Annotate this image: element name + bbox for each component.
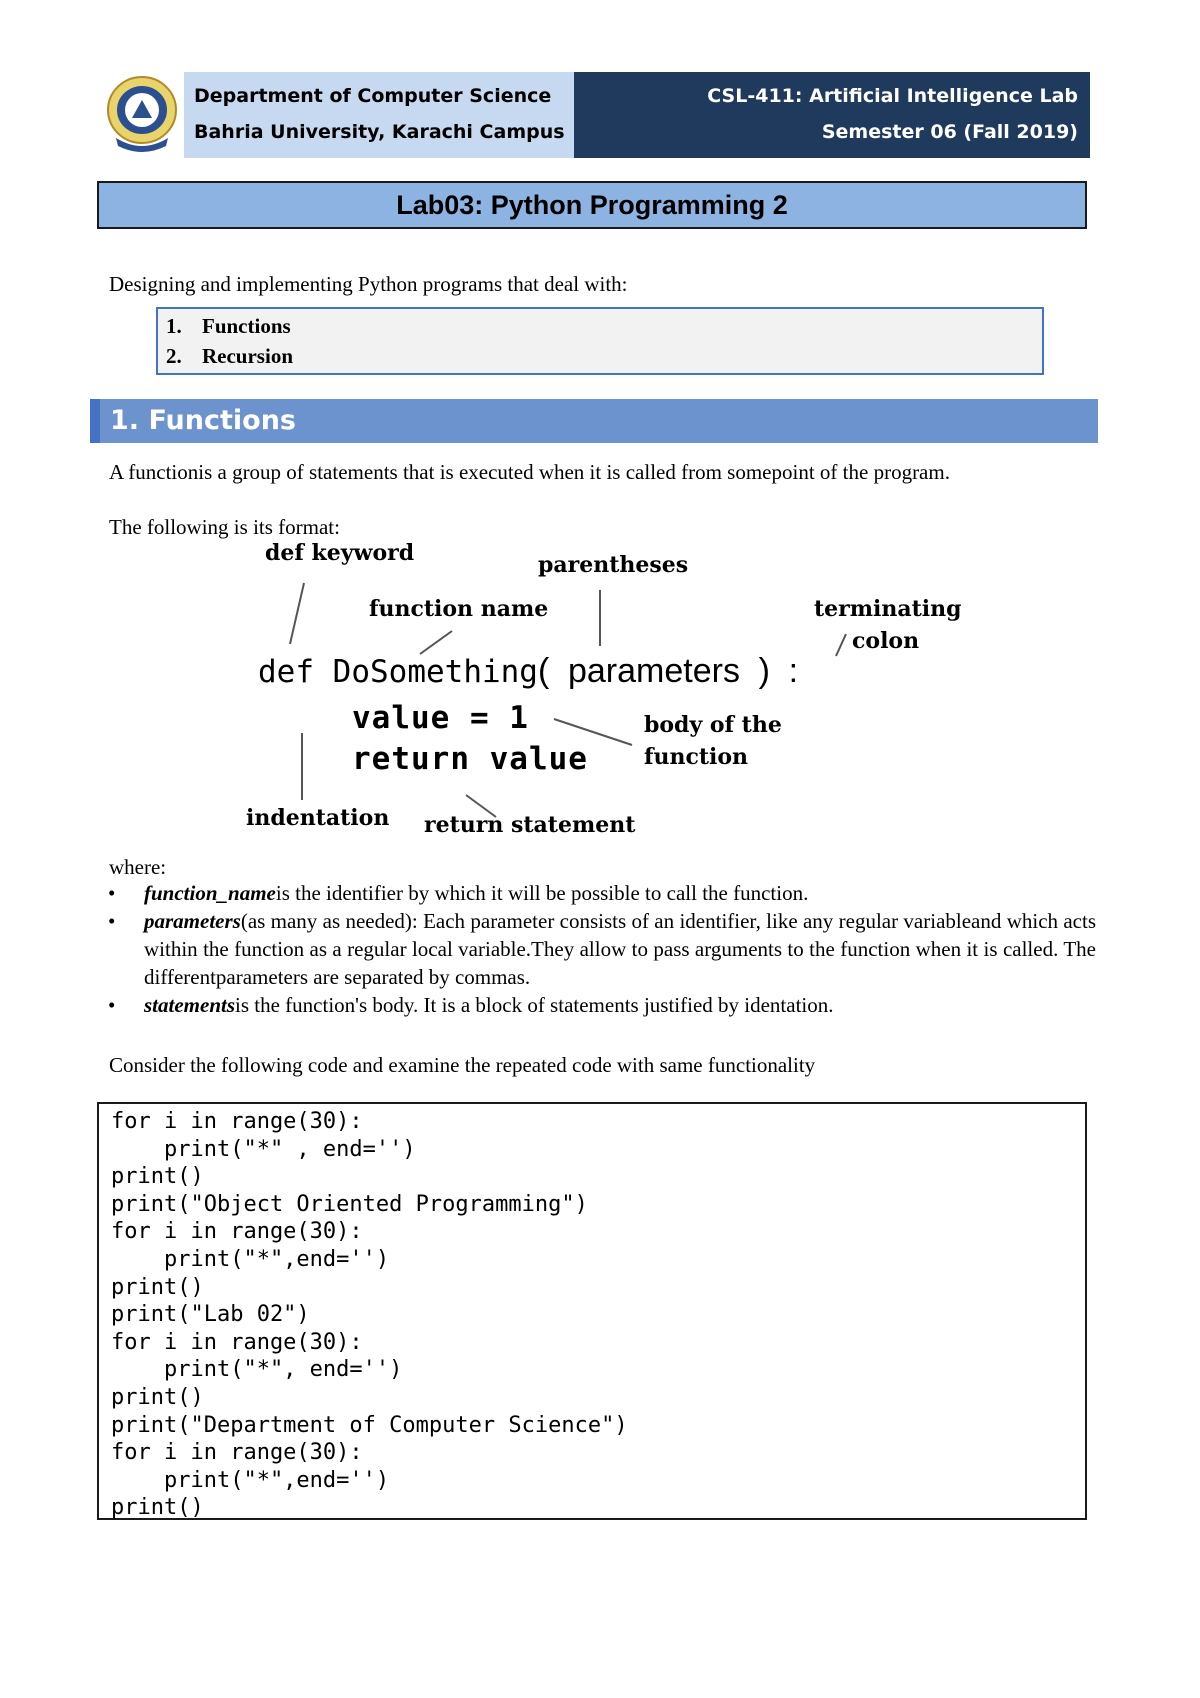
list-item [106,907,1096,991]
code-line: print() [111,1274,204,1300]
code-listing [97,1102,1087,1520]
code-line: for i in range(30): [111,1329,363,1355]
header-course-panel [574,72,1090,158]
code-line: print("*", end='') [111,1357,403,1383]
bullet-marker: • [108,881,116,905]
code-line: print() [111,1495,204,1521]
department-name: Department of Computer Science [194,85,552,107]
code-function-name: DoSomething [332,654,538,690]
where-text: where: [109,855,167,879]
topic-number: 1. [166,314,182,338]
university-seal-icon [104,74,180,154]
lab-title: Lab03: Python Programming 2 [97,181,1087,229]
function-definition-text: A functionis a group of statements that is executed when it is called from somepoint of the program. [109,460,950,484]
label-colon: colon [852,628,920,654]
list-item [106,879,1096,907]
semester-label: Semester 06 (Fall 2019) [821,121,1078,143]
diagram-def-line [258,652,798,691]
code-line: print("Object Oriented Programming") [111,1191,588,1217]
code-line: print() [111,1384,204,1410]
code-line: print() [111,1164,204,1190]
code-close-paren: ) [758,652,770,690]
term: function_name [144,881,276,905]
topic-item [166,341,1034,371]
label-parentheses: parentheses [538,552,689,578]
section-heading: 1. Functions [90,399,1098,443]
definitions-list [106,879,1096,1019]
topics-list [156,307,1044,375]
format-intro-text: The following is its format: [109,515,340,539]
label-body-line2: function [644,744,749,770]
code-line: print("*" , end='') [111,1136,416,1162]
code-line: print("Lab 02") [111,1302,310,1328]
term: statements [144,993,236,1017]
bullet-marker: • [108,909,116,933]
diagram-value-line: value = 1 [352,700,529,736]
code-line: for i in range(30): [111,1109,363,1134]
term-description: (as many as needed): Each parameter consists of an identifier, like any regular variableand which acts within the function as a regular local variable.They allow to pass arguments to the function when it is called. The differentparameters are separated by commas. [144,909,1096,989]
code-line: print("Department of Computer Science") [111,1412,628,1438]
label-terminating: terminating [814,596,962,622]
label-function-name: function name [369,596,549,622]
code-line: for i in range(30): [111,1440,363,1466]
header-department-panel [184,72,574,158]
label-indentation: indentation [246,805,390,831]
intro-text: Designing and implementing Python programs that deal with: [109,272,628,296]
list-item [106,991,1096,1019]
code-line: print("*",end='') [111,1467,390,1493]
bullet-marker: • [108,993,116,1017]
code-open-paren: ( [537,652,550,690]
code-line: print("*",end='') [111,1246,390,1272]
term: parameters [144,909,241,933]
campus-name: Bahria University, Karachi Campus [194,121,565,143]
topic-number: 2. [166,344,182,368]
label-return-statement: return statement [424,812,636,838]
topic-label: Functions [202,314,291,338]
topic-label: Recursion [202,344,293,368]
topic-item [166,311,1034,341]
course-name: CSL-411: Artificial Intelligence Lab [707,85,1078,107]
code-intro-text: Consider the following code and examine the repeated code with same functionality [109,1053,816,1077]
code-parameters: parameters [567,652,740,690]
term-description: is the identifier by which it will be possible to call the function. [275,881,809,905]
code-def: def [258,654,314,690]
term-description: is the function's body. It is a block of statements justified by identation. [235,993,834,1017]
label-def-keyword: def keyword [265,540,415,566]
code-line: for i in range(30): [111,1219,363,1245]
label-body-line1: body of the [644,712,782,738]
code-colon: : [788,652,799,690]
diagram-return-line: return value [352,741,588,777]
